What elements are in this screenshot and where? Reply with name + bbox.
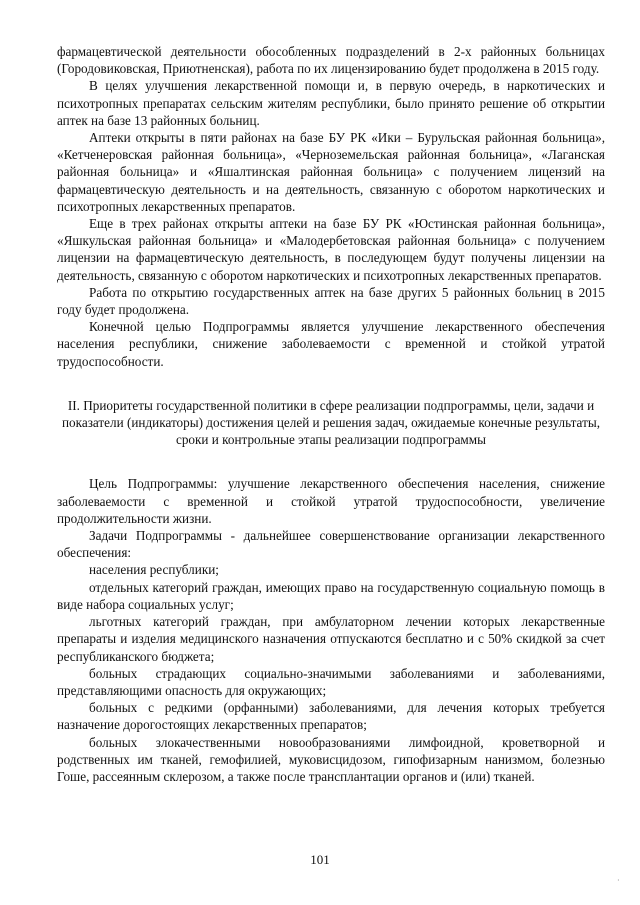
paragraph-work-continued: Работа по открытию государственных аптек на базе других 5 районных больниц в 2015 году будет продолжена. — [57, 284, 605, 318]
paragraph-pharmacies-five-districts: Аптеки открыты в пяти районах на базе БУ РК «Ики – Бурульская районная больница», «Кетченеровская районная больница», «Черноземельская районная больница», «Лаганская районная больница» и «Яшалтинская районная больница» с получением лицензий на фармацевтическую деятельность и на деятельность, связанную с оборотом наркотических и психотропных лекарственных препаратов. — [57, 130, 605, 214]
list-item: больных злокачественными новообразованиями лимфоидной, кроветворной и родственных им тканей, гемофилией, муковисцидозом, гипофизарным нанизмом, болезнью Гоше, рассеянным склерозом, а также после трансплантации органов и (или) тканей. — [57, 734, 605, 784]
section-gap — [57, 448, 605, 475]
list-item: льготных категорий граждан, при амбулаторном лечении которых лекарственные препараты и изделия медицинского назначения отпускаются бесплатно и с 50% скидкой за счет республиканского бюджета; — [57, 614, 605, 664]
paragraph-goal: Цель Подпрограммы: улучшение лекарственного обеспечения населения, снижение заболеваемости с временной и стойкой утратой трудоспособности, увеличение продолжительности жизни. — [57, 476, 605, 526]
paragraph-tasks: Задачи Подпрограммы - дальнейшее совершенствование организации лекарственного обеспечения: — [57, 528, 605, 561]
scan-edge-mark: · — [617, 876, 620, 885]
list-item: больных с редкими (орфанными) заболеваниями, для лечения которых требуется назначение дорогостоящих лекарственных препаратов; — [57, 700, 605, 733]
paragraph-pharmacy-aim: В целях улучшения лекарственной помощи и, в первую очередь, в наркотических и психотропных препаратах сельским жителям республики, было принято решение об открытии аптек на базе 13 районных больниц. — [57, 78, 605, 128]
list-item: населения республики; — [89, 562, 219, 578]
list-item: больных страдающих социально-значимыми заболеваниями и заболеваниями, представляющими опасность для окружающих; — [57, 665, 605, 698]
paragraph-continuation: фармацевтической деятельности обособленных подразделений в 2-х районных больницах (Городовиковская, Приютненская), работа по их лицензированию будет продолжена в 2015 году. — [57, 44, 605, 77]
section-heading: II. Приоритеты государственной политики в сфере реализации подпрограммы, цели, задачи и показатели (индикаторы) достижения целей и решения задач, ожидаемые конечные результаты, сроки и контрольные этапы реализации подпрограммы — [61, 397, 600, 448]
list-item: отдельных категорий граждан, имеющих право на государственную социальную помощь в виде набора социальных услуг; — [57, 579, 605, 612]
page-number: 101 — [310, 852, 330, 867]
document-body — [57, 43, 605, 785]
paragraph-pharmacies-three-districts: Еще в трех районах открыты аптеки на базе БУ РК «Юстинская районная больница», «Яшкульская районная больница» и «Малодербетовская районная больница» с получением лицензии на фармацевтическую деятельность, в последующем будут получены лицензии на деятельность, связанную с оборотом наркотических и психотропных лекарственных препаратов. — [57, 216, 605, 283]
paragraph-final-goal: Конечной целью Подпрограммы является улучшение лекарственного обеспечения населения республики, снижение заболеваемости с временной и стойкой утратой трудоспособности. — [57, 319, 605, 369]
